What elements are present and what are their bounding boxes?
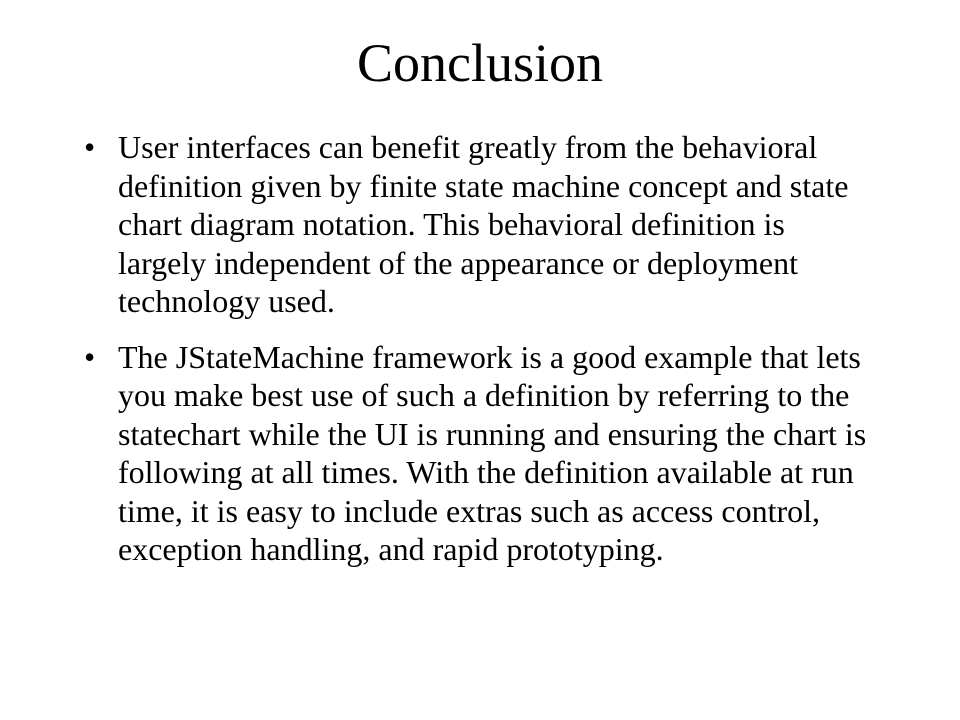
bullet-item [84, 338, 874, 569]
bullet-text: The JStateMachine framework is a good example that lets you make best use of such a definition by referring to the statechart while the UI is running and ensuring the chart is following at all times. With the definition available at run time, it is easy to include extras such as access control, exception handling, and rapid prototyping. [118, 338, 867, 567]
bullet-item [84, 128, 874, 321]
slide-title: Conclusion [356, 33, 603, 93]
bullet-text: User interfaces can benefit greatly from the behavioral definition given by finite state machine concept and state chart diagram notation. This behavioral definition is largely independent of the appearance or deployment technology used. [118, 129, 849, 319]
bullet-marker: • [84, 338, 96, 375]
bullet-list [84, 128, 874, 586]
bullet-marker: • [84, 129, 96, 165]
